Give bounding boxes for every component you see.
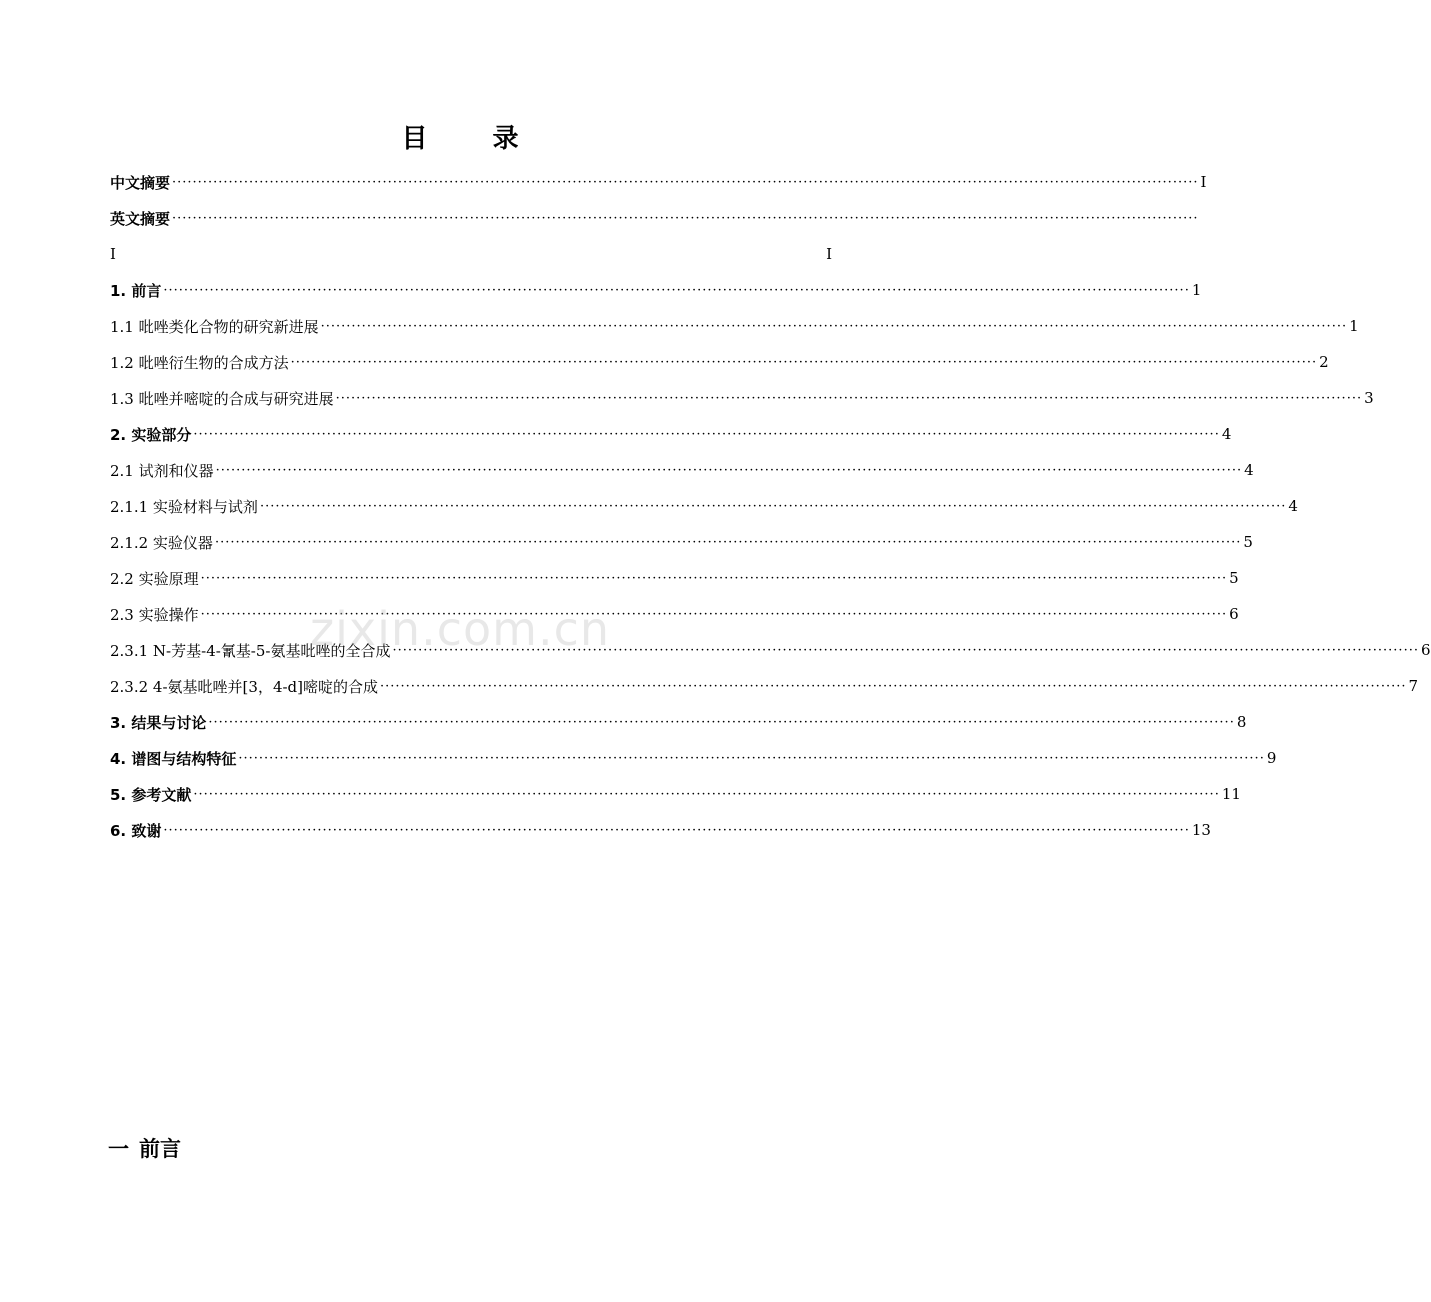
toc-leader-dots: ········································································································································································································ [215, 462, 1243, 478]
toc-entry-label: 2.3.2 4-氨基吡唑并[3，4-d]嘧啶的合成 [110, 677, 379, 696]
section-title: 前言 [139, 1137, 181, 1161]
toc-entry[interactable] [110, 668, 1419, 704]
toc-entry[interactable] [110, 704, 1247, 740]
toc-entry-page: I [826, 245, 832, 263]
toc-leader-dots: ········································································································································································································ [380, 678, 1407, 694]
toc-entry-page: 4 [1288, 497, 1298, 515]
toc-leader-dots: ········································································································································································································ [172, 210, 1199, 226]
toc-entry-label: 2. 实验部分 [110, 425, 192, 444]
toc-entry-page: 5 [1243, 533, 1253, 551]
toc-entry-page: 5 [1229, 569, 1239, 587]
toc-entry-page: I [1200, 173, 1207, 191]
toc-entry-page: 2 [1319, 353, 1329, 371]
toc-entry[interactable] [110, 380, 1374, 416]
toc-entry[interactable] [110, 740, 1277, 776]
toc-entry-label: 1. 前言 [110, 281, 162, 300]
toc-entry-label: 1.1 吡唑类化合物的研究新进展 [110, 317, 319, 336]
toc-entry[interactable] [110, 308, 1359, 344]
toc-entry-page: 6 [1420, 641, 1431, 659]
toc-leader-dots: ········································································································································································································ [259, 498, 1287, 514]
toc-entry-page: 11 [1221, 785, 1241, 803]
toc-entry[interactable] [110, 236, 832, 272]
toc-entry[interactable] [110, 488, 1298, 524]
toc-entry-page: 1 [1349, 317, 1359, 335]
toc-entry[interactable] [110, 416, 1232, 452]
toc-leader-dots: ········································································································································································································ [320, 318, 1348, 334]
toc-entry[interactable] [110, 812, 1211, 848]
toc-entry-label: 1.3 吡唑并嘧啶的合成与研究进展 [110, 389, 334, 408]
toc-leader-dots: ········································································································································································································ [193, 786, 1220, 802]
section-heading [108, 1133, 181, 1163]
toc-entry-label: 2.1 试剂和仪器 [110, 461, 214, 480]
toc-leader-dots: ········································································································································································································ [172, 174, 1199, 190]
toc-entry-label: 2.1.2 实验仪器 [110, 533, 213, 552]
toc-leader-dots: ········································································································································································································ [335, 390, 1363, 406]
toc-entry-label: 2.3 实验操作 [110, 605, 199, 624]
toc-entry-label: 2.1.1 实验材料与试剂 [110, 497, 258, 516]
toc-entry[interactable] [110, 452, 1254, 488]
toc-entry-label: 2.3.1 N-芳基-4-氰基-5-氨基吡唑的全合成 [110, 641, 391, 660]
table-of-contents [110, 164, 1431, 848]
toc-entry[interactable] [110, 560, 1239, 596]
toc-entry-label: 中文摘要 [110, 173, 171, 192]
toc-leader-dots: ········································································································································································································ [193, 426, 1220, 442]
toc-entry-page: 4 [1244, 461, 1254, 479]
toc-entry-label: 5. 参考文献 [110, 785, 192, 804]
toc-entry-page: 8 [1236, 713, 1247, 731]
toc-entry[interactable] [110, 524, 1253, 560]
toc-entry-label: I [110, 245, 116, 263]
toc-entry-label: 1.2 吡唑衍生物的合成方法 [110, 353, 289, 372]
toc-entry-label: 英文摘要 [110, 209, 171, 228]
toc-entry-page: 4 [1221, 425, 1232, 443]
toc-entry[interactable] [110, 200, 1199, 236]
toc-leader-dots: ········································································································································································································ [392, 642, 1419, 658]
toc-leader-dots: ········································································································································································································ [163, 282, 1190, 298]
toc-entry-page: 9 [1266, 749, 1277, 767]
toc-entry[interactable] [110, 164, 1207, 200]
toc-leader-dots: ········································································································································································································ [290, 354, 1318, 370]
section-number: 一 [108, 1137, 129, 1161]
toc-leader-dots: ········································································································································································································ [214, 534, 1242, 550]
toc-entry-label: 4. 谱图与结构特征 [110, 749, 237, 768]
toc-entry-page: 13 [1191, 821, 1211, 839]
toc-leader-dots: ········································································································································································································ [163, 822, 1190, 838]
toc-entry-page: 1 [1191, 281, 1202, 299]
toc-leader-dots: ········································································································································································································ [200, 570, 1228, 586]
toc-entry[interactable] [110, 272, 1202, 308]
toc-entry[interactable] [110, 344, 1329, 380]
toc-entry-label: 2.2 实验原理 [110, 569, 199, 588]
toc-leader-dots: ········································································································································································································ [208, 714, 1235, 730]
toc-entry-page: 6 [1229, 605, 1239, 623]
toc-entry-label: 3. 结果与讨论 [110, 713, 207, 732]
toc-entry-page: 7 [1408, 677, 1419, 695]
toc-leader-dots: ········································································································································································································ [200, 606, 1228, 622]
watermark: zixin.com.cn [310, 602, 611, 656]
toc-leader-dots: ········································································································································································································ [238, 750, 1265, 766]
toc-entry-label: 6. 致谢 [110, 821, 162, 840]
toc-entry[interactable] [110, 776, 1241, 812]
toc-entry-page: 3 [1364, 389, 1374, 407]
toc-title: 目 录 [401, 124, 547, 154]
